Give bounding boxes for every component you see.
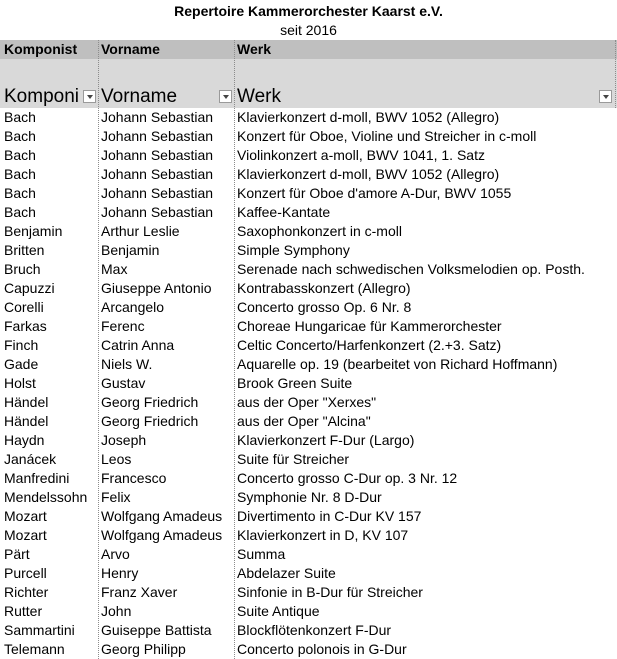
cell-werk[interactable]: Celtic Concerto/Harfenkonzert (2.+3. Satz)	[237, 337, 502, 353]
table-row	[0, 184, 617, 203]
table-row	[0, 127, 617, 146]
table-row	[0, 621, 617, 640]
table-row	[0, 203, 617, 222]
cell-vorname[interactable]: Johann Sebastian	[101, 147, 214, 163]
cell-komponist[interactable]: Mendelssohn	[4, 489, 88, 505]
cell-komponist[interactable]: Mozart	[4, 527, 47, 543]
table-row	[0, 545, 617, 564]
cell-komponist[interactable]: Telemann	[4, 641, 65, 657]
cell-vorname[interactable]: Francesco	[101, 470, 167, 486]
cell-vorname[interactable]: Wolfgang Amadeus	[101, 508, 223, 524]
cell-komponist[interactable]: Bach	[4, 109, 36, 125]
cell-komponist[interactable]: Janácek	[4, 451, 57, 467]
column-divider	[615, 40, 616, 108]
cell-komponist[interactable]: Rutter	[4, 603, 43, 619]
cell-komponist[interactable]: Haydn	[4, 432, 45, 448]
header-komponist: Komponist	[4, 41, 78, 57]
table-row	[0, 431, 617, 450]
table-row	[0, 317, 617, 336]
cell-komponist[interactable]: Gade	[4, 356, 39, 372]
cell-vorname[interactable]: Max	[101, 261, 128, 277]
filter-header-vorname: Vorname	[101, 86, 178, 107]
cell-werk[interactable]: Violinkonzert a-moll, BWV 1041, 1. Satz	[237, 147, 485, 163]
cell-werk[interactable]: Serenade nach schwedischen Volksmelodien op. Posth.	[237, 261, 585, 277]
cell-werk[interactable]: Summa	[237, 546, 286, 562]
cell-komponist[interactable]: Capuzzi	[4, 280, 55, 296]
cell-vorname[interactable]: Arthur Leslie	[101, 223, 180, 239]
cell-werk[interactable]: Abdelazer Suite	[237, 565, 336, 581]
filter-dropdown-vorname[interactable]	[219, 90, 232, 103]
table-row	[0, 507, 617, 526]
cell-werk[interactable]: Concerto grosso Op. 6 Nr. 8	[237, 299, 412, 315]
sheet-subtitle: seit 2016	[280, 22, 337, 38]
cell-komponist[interactable]: Bach	[4, 128, 36, 144]
cell-werk[interactable]: Konzert für Oboe, Violine und Streicher in c-moll	[237, 128, 537, 144]
cell-werk[interactable]: Klavierkonzert in D, KV 107	[237, 527, 409, 543]
table-row	[0, 222, 617, 241]
filter-dropdown-werk[interactable]	[599, 90, 612, 103]
cell-vorname[interactable]: Leos	[101, 451, 132, 467]
cell-werk[interactable]: aus der Oper "Xerxes"	[237, 394, 377, 410]
cell-vorname[interactable]: Georg Friedrich	[101, 413, 199, 429]
cell-vorname[interactable]: Arcangelo	[101, 299, 165, 315]
cell-werk[interactable]: Brook Green Suite	[237, 375, 353, 391]
table-row	[0, 279, 617, 298]
table-row	[0, 412, 617, 431]
cell-werk[interactable]: Saxophonkonzert in c-moll	[237, 223, 402, 239]
table-row	[0, 146, 617, 165]
table-row	[0, 640, 617, 659]
table-row	[0, 355, 617, 374]
cell-vorname[interactable]: Wolfgang Amadeus	[101, 527, 223, 543]
cell-vorname[interactable]: Johann Sebastian	[101, 185, 214, 201]
filter-header-komponist: Komponi	[4, 86, 79, 107]
table-row	[0, 374, 617, 393]
cell-vorname[interactable]: Johann Sebastian	[101, 204, 214, 220]
cell-komponist[interactable]: Händel	[4, 394, 49, 410]
cell-werk[interactable]: Klavierkonzert d-moll, BWV 1052 (Allegro)	[237, 166, 500, 182]
cell-werk[interactable]: Blockflötenkonzert F-Dur	[237, 622, 392, 638]
cell-komponist[interactable]: Mozart	[4, 508, 47, 524]
cell-vorname[interactable]: Catrin Anna	[101, 337, 175, 353]
table-row	[0, 602, 617, 621]
table-row	[0, 526, 617, 545]
cell-vorname[interactable]: Johann Sebastian	[101, 109, 214, 125]
cell-werk[interactable]: Klavierkonzert d-moll, BWV 1052 (Allegro)	[237, 109, 500, 125]
cell-vorname[interactable]: Henry	[101, 565, 139, 581]
cell-vorname[interactable]: Gustav	[101, 375, 146, 391]
sheet-title: Repertoire Kammerorchester Kaarst e.V.	[174, 3, 443, 19]
cell-komponist[interactable]: Britten	[4, 242, 45, 258]
cell-komponist[interactable]: Manfredini	[4, 470, 70, 486]
cell-vorname[interactable]: Johann Sebastian	[101, 128, 214, 144]
cell-werk[interactable]: Kaffee-Kantate	[237, 204, 331, 220]
cell-werk[interactable]: Konzert für Oboe d'amore A-Dur, BWV 1055	[237, 185, 512, 201]
cell-komponist[interactable]: Bruch	[4, 261, 41, 277]
cell-komponist[interactable]: Sammartini	[4, 622, 75, 638]
cell-vorname[interactable]: Ferenc	[101, 318, 145, 334]
table-row	[0, 450, 617, 469]
cell-komponist[interactable]: Bach	[4, 185, 36, 201]
cell-vorname[interactable]: Niels W.	[101, 356, 153, 372]
table-row	[0, 564, 617, 583]
cell-werk[interactable]: Aquarelle op. 19 (bearbeitet von Richard Hoffmann)	[237, 356, 558, 372]
cell-komponist[interactable]: Farkas	[4, 318, 47, 334]
filter-header-werk: Werk	[237, 86, 281, 107]
header-vorname: Vorname	[101, 41, 160, 57]
cell-vorname[interactable]: Benjamin	[101, 242, 160, 258]
cell-vorname[interactable]: Joseph	[101, 432, 147, 448]
table-row	[0, 336, 617, 355]
cell-werk[interactable]: Kontrabasskonzert (Allegro)	[237, 280, 411, 296]
cell-vorname[interactable]: Georg Friedrich	[101, 394, 199, 410]
table-row	[0, 298, 617, 317]
cell-komponist[interactable]: Bach	[4, 166, 36, 182]
table-row	[0, 241, 617, 260]
cell-werk[interactable]: Divertimento in C-Dur KV 157	[237, 508, 422, 524]
cell-vorname[interactable]: Arvo	[101, 546, 130, 562]
header-werk: Werk	[237, 41, 271, 57]
cell-vorname[interactable]: Giuseppe Antonio	[101, 280, 212, 296]
cell-komponist[interactable]: Corelli	[4, 299, 44, 315]
cell-werk[interactable]: Choreae Hungaricae für Kammerorchester	[237, 318, 502, 334]
table-row	[0, 488, 617, 507]
cell-komponist[interactable]: Benjamin	[4, 223, 63, 239]
cell-komponist[interactable]: Bach	[4, 147, 36, 163]
cell-vorname[interactable]: Guiseppe Battista	[101, 622, 212, 638]
cell-werk[interactable]: Symphonie Nr. 8 D-Dur	[237, 489, 382, 505]
cell-komponist[interactable]: Bach	[4, 204, 36, 220]
cell-werk[interactable]: Simple Symphony	[237, 242, 350, 258]
table-row	[0, 165, 617, 184]
cell-komponist[interactable]: Händel	[4, 413, 49, 429]
table-row	[0, 469, 617, 488]
cell-werk[interactable]: Suite für Streicher	[237, 451, 350, 467]
table-row	[0, 583, 617, 602]
table-row	[0, 260, 617, 279]
cell-komponist[interactable]: Purcell	[4, 565, 47, 581]
table-row	[0, 393, 617, 412]
cell-vorname[interactable]: Franz Xaver	[101, 584, 178, 600]
table-row	[0, 108, 617, 127]
cell-werk[interactable]: Suite Antique	[237, 603, 320, 619]
filter-dropdown-komponist[interactable]	[83, 90, 96, 103]
cell-komponist[interactable]: Richter	[4, 584, 49, 600]
cell-komponist[interactable]: Pärt	[4, 546, 30, 562]
cell-vorname[interactable]: Georg Philipp	[101, 641, 186, 657]
cell-werk[interactable]: Concerto polonois in G-Dur	[237, 641, 407, 657]
cell-werk[interactable]: aus der Oper "Alcina"	[237, 413, 371, 429]
cell-vorname[interactable]: Felix	[101, 489, 131, 505]
cell-werk[interactable]: Sinfonie in B-Dur für Streicher	[237, 584, 423, 600]
cell-vorname[interactable]: John	[101, 603, 132, 619]
cell-werk[interactable]: Concerto grosso C-Dur op. 3 Nr. 12	[237, 470, 458, 486]
cell-komponist[interactable]: Finch	[4, 337, 39, 353]
cell-komponist[interactable]: Holst	[4, 375, 36, 391]
cell-vorname[interactable]: Johann Sebastian	[101, 166, 214, 182]
cell-werk[interactable]: Klavierkonzert F-Dur (Largo)	[237, 432, 415, 448]
